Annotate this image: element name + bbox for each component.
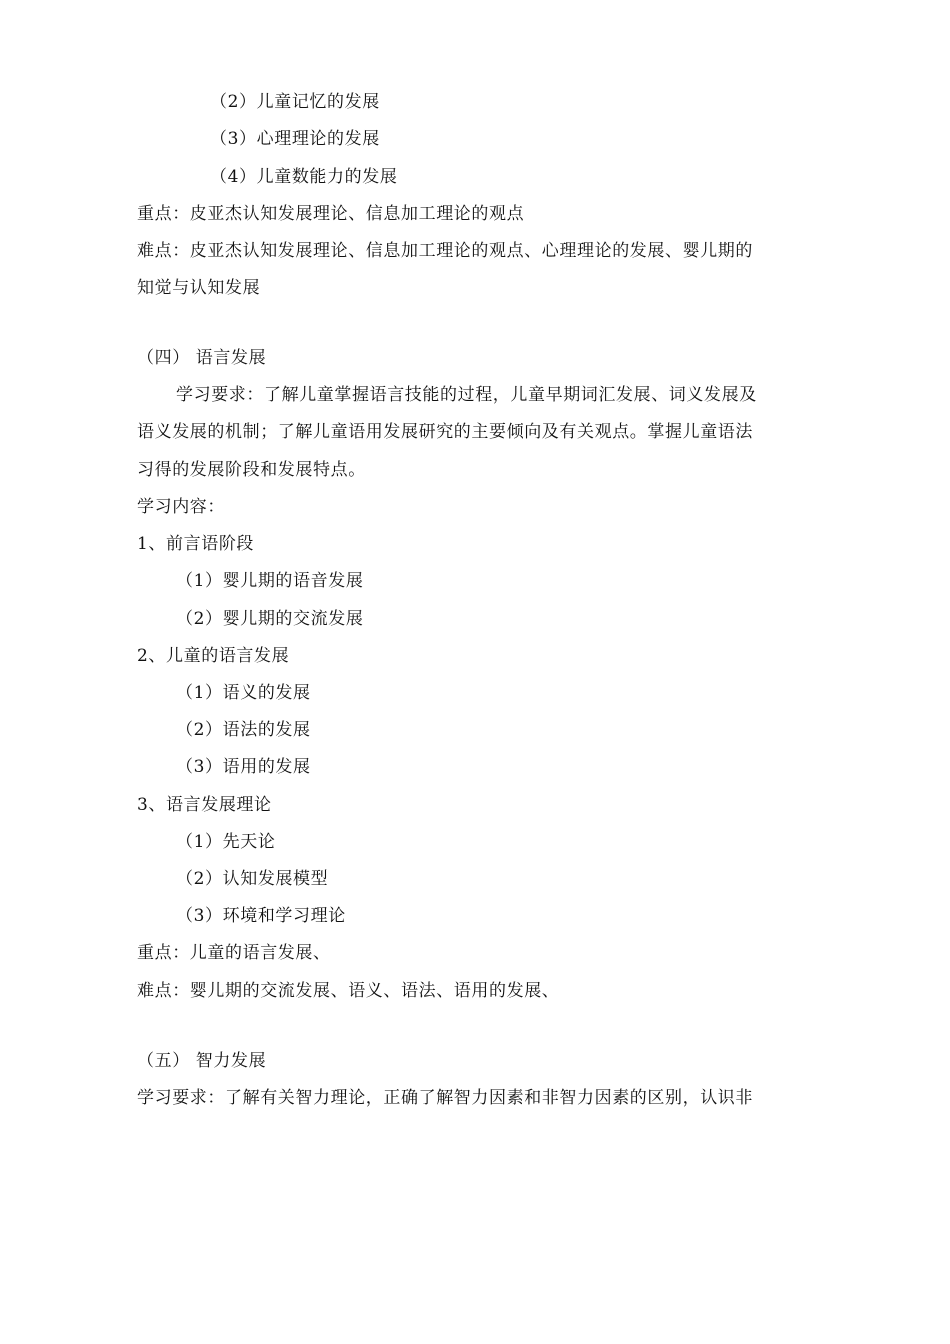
list-item: （3）环境和学习理论 bbox=[176, 906, 346, 926]
topic-title: 3、语言发展理论 bbox=[137, 795, 272, 815]
difficult-points: 难点：皮亚杰认知发展理论、信息加工理论的观点、心理理论的发展、婴儿期的 bbox=[137, 241, 753, 261]
key-points: 重点：儿童的语言发展、 bbox=[137, 943, 331, 963]
topic-title: 1、前言语阶段 bbox=[137, 534, 255, 554]
list-item: （2）认知发展模型 bbox=[176, 869, 329, 889]
section-heading: （五） 智力发展 bbox=[137, 1051, 267, 1071]
list-item: （1）先天论 bbox=[176, 832, 276, 852]
requirements-paragraph-line: 习得的发展阶段和发展特点。 bbox=[137, 460, 366, 480]
list-item: （4）儿童数能力的发展 bbox=[210, 167, 398, 187]
list-item: （1）婴儿期的语音发展 bbox=[176, 571, 364, 591]
section-heading: （四） 语言发展 bbox=[137, 348, 267, 368]
list-item: （2）儿童记忆的发展 bbox=[210, 92, 380, 112]
requirements-paragraph-line: 语义发展的机制；了解儿童语用发展研究的主要倾向及有关观点。掌握儿童语法 bbox=[137, 422, 753, 442]
topic-title: 2、儿童的语言发展 bbox=[137, 646, 290, 666]
list-item: （3）语用的发展 bbox=[176, 757, 311, 777]
list-item: （3）心理理论的发展 bbox=[210, 129, 380, 149]
difficult-points: 难点：婴儿期的交流发展、语义、语法、语用的发展、 bbox=[137, 981, 560, 1001]
requirements-paragraph: 学习要求：了解儿童掌握语言技能的过程，儿童早期词汇发展、词义发展及 bbox=[176, 385, 757, 405]
content-label: 学习内容： bbox=[137, 497, 225, 517]
list-item: （2）语法的发展 bbox=[176, 720, 311, 740]
requirements-paragraph: 学习要求：了解有关智力理论，正确了解智力因素和非智力因素的区别，认识非 bbox=[137, 1088, 753, 1108]
list-item: （1）语义的发展 bbox=[176, 683, 311, 703]
key-points: 重点：皮亚杰认知发展理论、信息加工理论的观点 bbox=[137, 204, 525, 224]
difficult-points-continued: 知觉与认知发展 bbox=[137, 278, 261, 298]
list-item: （2）婴儿期的交流发展 bbox=[176, 609, 364, 629]
